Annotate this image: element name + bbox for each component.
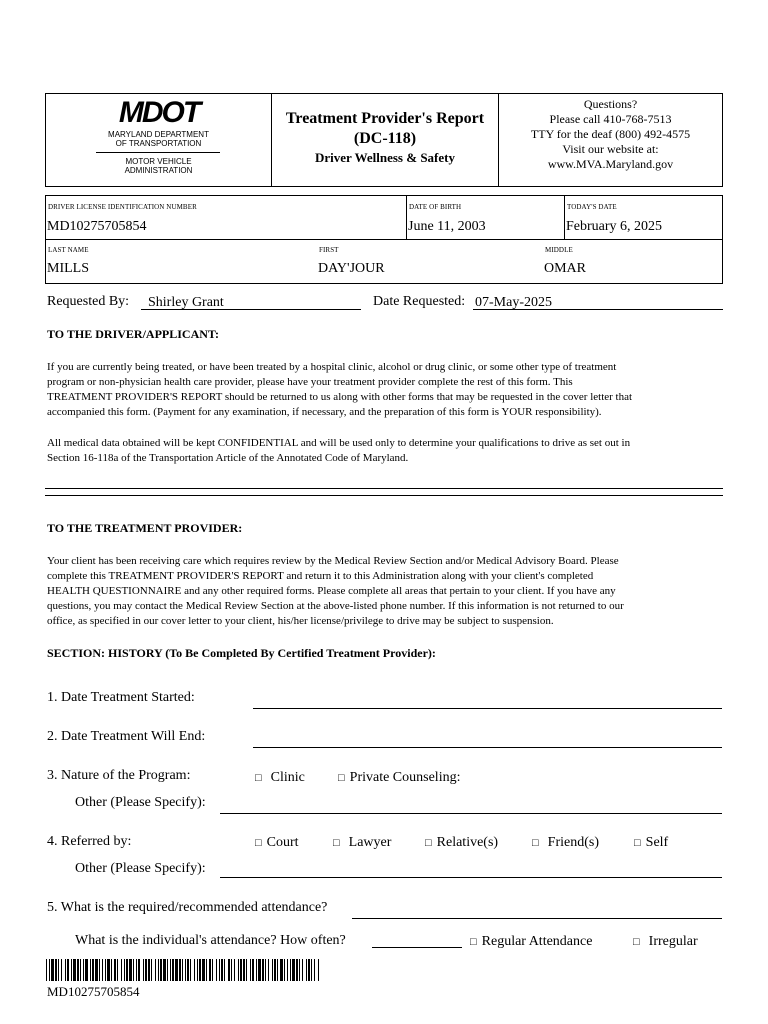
contact-line: Please call 410-768-7513 — [549, 112, 672, 126]
middle-name-value[interactable]: OMAR — [544, 261, 587, 276]
paragraph-line: All medical data obtained will be kept CONFIDENTIAL and will be used only to determine your qualifications to drive as set out in — [47, 437, 631, 449]
license-label: DRIVER LICENSE IDENTIFICATION NUMBER — [48, 203, 197, 211]
license-cell — [46, 196, 407, 239]
paragraph-line: If you are currently being treated, or have been treated by a hospital clinic, alcohol or drug clinic, or some other type of treatment — [47, 361, 617, 373]
barcode-text: MD10275705854 — [47, 984, 140, 999]
barcode-image — [46, 959, 322, 981]
today-value[interactable]: February 6, 2025 — [566, 219, 663, 234]
q4-option-relatives[interactable] — [425, 833, 498, 851]
q4-option-self[interactable] — [634, 833, 668, 851]
q3-option-label: Clinic — [270, 770, 305, 785]
history-section-heading: SECTION: HISTORY (To Be Completed By Certified Treatment Provider): — [47, 646, 436, 660]
checkbox-icon[interactable]: □ — [532, 837, 539, 849]
contact-cell — [499, 94, 722, 189]
mdot-logo: MDOT — [118, 96, 200, 129]
checkbox-icon[interactable]: □ — [634, 837, 641, 849]
q5b-answer-line[interactable] — [372, 932, 462, 948]
q4-option-friends[interactable] — [532, 833, 599, 851]
first-name-label: FIRST — [319, 246, 339, 254]
paragraph-line: TREATMENT PROVIDER'S REPORT should be returned to us along with other forms that may be requested in the cover letter that — [47, 391, 633, 403]
requested-by-field[interactable] — [141, 293, 361, 310]
q4-other-label: Other (Please Specify): — [75, 861, 206, 876]
license-value[interactable]: MD10275705854 — [47, 219, 147, 234]
logo-line-3: MOTOR VEHICLE — [125, 157, 192, 166]
q4-option-label: Court — [266, 835, 299, 850]
title-cell — [272, 94, 499, 186]
paragraph-line: complete this TREATMENT PROVIDER'S REPORT and return it to this Administration along with your client's completed — [47, 570, 594, 582]
last-name-value[interactable]: MILLS — [47, 261, 89, 276]
logo-cell — [46, 94, 272, 186]
paragraph-line: Your client has been receiving care which requires review by the Medical Review Section and/or Medical Advisory Board. Please — [47, 555, 619, 567]
logo-line-4: ADMINISTRATION — [124, 166, 193, 175]
first-name-value[interactable]: DAY'JOUR — [318, 261, 385, 276]
dob-value[interactable]: June 11, 2003 — [408, 219, 486, 234]
q4-other-line[interactable] — [220, 861, 722, 878]
q5-option-irregular[interactable] — [633, 932, 698, 950]
paragraph-line: Section 16-118a of the Transportation Article of the Annotated Code of Maryland. — [47, 452, 409, 464]
requested-by-value: Shirley Grant — [148, 295, 224, 310]
dob-label: DATE OF BIRTH — [409, 203, 462, 211]
form-title: Treatment Provider's Report — [285, 110, 485, 127]
q5-option-label: Irregular — [648, 934, 698, 949]
q3-other-line[interactable] — [220, 797, 722, 814]
provider-paragraph — [47, 554, 727, 629]
section-divider-top — [45, 488, 723, 489]
contact-line: TTY for the deaf (800) 492-4575 — [530, 127, 691, 141]
checkbox-icon[interactable]: □ — [333, 837, 340, 849]
checkbox-icon[interactable]: □ — [255, 837, 262, 849]
driver-info-box — [45, 195, 723, 284]
provider-section-heading: TO THE TREATMENT PROVIDER: — [47, 521, 243, 535]
q2-label: 2. Date Treatment Will End: — [47, 729, 206, 744]
logo-line-1: MARYLAND DEPARTMENT — [108, 130, 209, 139]
driver-section-heading: TO THE DRIVER/APPLICANT: — [47, 327, 220, 341]
q3-other-label: Other (Please Specify): — [75, 795, 206, 810]
q4-option-label: Lawyer — [348, 835, 392, 850]
last-name-label: LAST NAME — [48, 246, 89, 254]
q4-option-lawyer[interactable] — [333, 833, 391, 851]
logo-divider — [96, 152, 220, 153]
checkbox-icon[interactable]: □ — [425, 837, 432, 849]
today-label: TODAY'S DATE — [567, 203, 617, 211]
paragraph-line: HEALTH QUESTIONNAIRE and any other required forms. Please complete all areas that pertain to your client. If you have any — [47, 585, 616, 597]
today-cell — [565, 196, 722, 239]
q3-option-label: Private Counseling: — [349, 770, 461, 785]
q4-option-label: Self — [645, 835, 669, 850]
contact-line: Questions? — [583, 97, 638, 111]
q5b-label: What is the individual's attendance? How often? — [75, 933, 346, 948]
paragraph-line: accompanied this form. (Payment for any examination, if necessary, and the preparation of this form is YOUR responsibility). — [47, 406, 602, 418]
paragraph-line: office, as specified in our cover letter to your client, his/her license/privilege to drive may be subject to suspension. — [47, 615, 554, 627]
q5-option-label: Regular Attendance — [481, 934, 593, 949]
paragraph-line: questions, you may contact the Medical Review Section at the above-listed phone number. If this information is not returned to our — [47, 600, 624, 612]
contact-line: Visit our website at: — [562, 142, 659, 156]
q5-label: 5. What is the required/recommended attendance? — [47, 900, 328, 915]
checkbox-icon[interactable]: □ — [633, 936, 640, 948]
q4-option-label: Friend(s) — [547, 835, 599, 850]
q3-label: 3. Nature of the Program: — [47, 768, 191, 783]
q5-option-regular[interactable] — [470, 932, 592, 950]
q4-option-label: Relative(s) — [436, 835, 499, 850]
q4-label: 4. Referred by: — [47, 834, 132, 849]
q3-option-clinic[interactable] — [255, 768, 305, 786]
section-divider-bottom — [45, 495, 723, 496]
q1-answer-line[interactable] — [253, 692, 722, 709]
q1-label: 1. Date Treatment Started: — [47, 690, 195, 705]
contact-line: www.MVA.Maryland.gov — [547, 157, 674, 171]
q3-option-private[interactable] — [338, 768, 460, 786]
date-requested-value: 07-May-2025 — [475, 295, 552, 310]
form-subtitle: Driver Wellness & Safety — [315, 150, 455, 165]
q5-answer-line[interactable] — [352, 902, 722, 919]
checkbox-icon[interactable]: □ — [338, 772, 345, 784]
driver-paragraph-2 — [47, 436, 727, 466]
date-requested-label: Date Requested: — [373, 294, 466, 309]
form-code: (DC-118) — [353, 130, 417, 147]
q4-option-court[interactable] — [255, 833, 299, 851]
q2-answer-line[interactable] — [253, 731, 722, 748]
date-requested-field[interactable] — [473, 293, 723, 310]
requested-by-label: Requested By: — [47, 294, 130, 309]
middle-name-label: MIDDLE — [545, 246, 573, 254]
driver-paragraph-1 — [47, 360, 727, 420]
logo-line-2: OF TRANSPORTATION — [115, 139, 202, 148]
paragraph-line: program or non-physician health care provider, please have your treatment provider complete the rest of this form. This — [47, 376, 573, 388]
checkbox-icon[interactable]: □ — [255, 772, 262, 784]
dob-cell — [407, 196, 565, 239]
checkbox-icon[interactable]: □ — [470, 936, 477, 948]
header-box — [45, 93, 723, 187]
driver-row-divider — [46, 239, 722, 240]
